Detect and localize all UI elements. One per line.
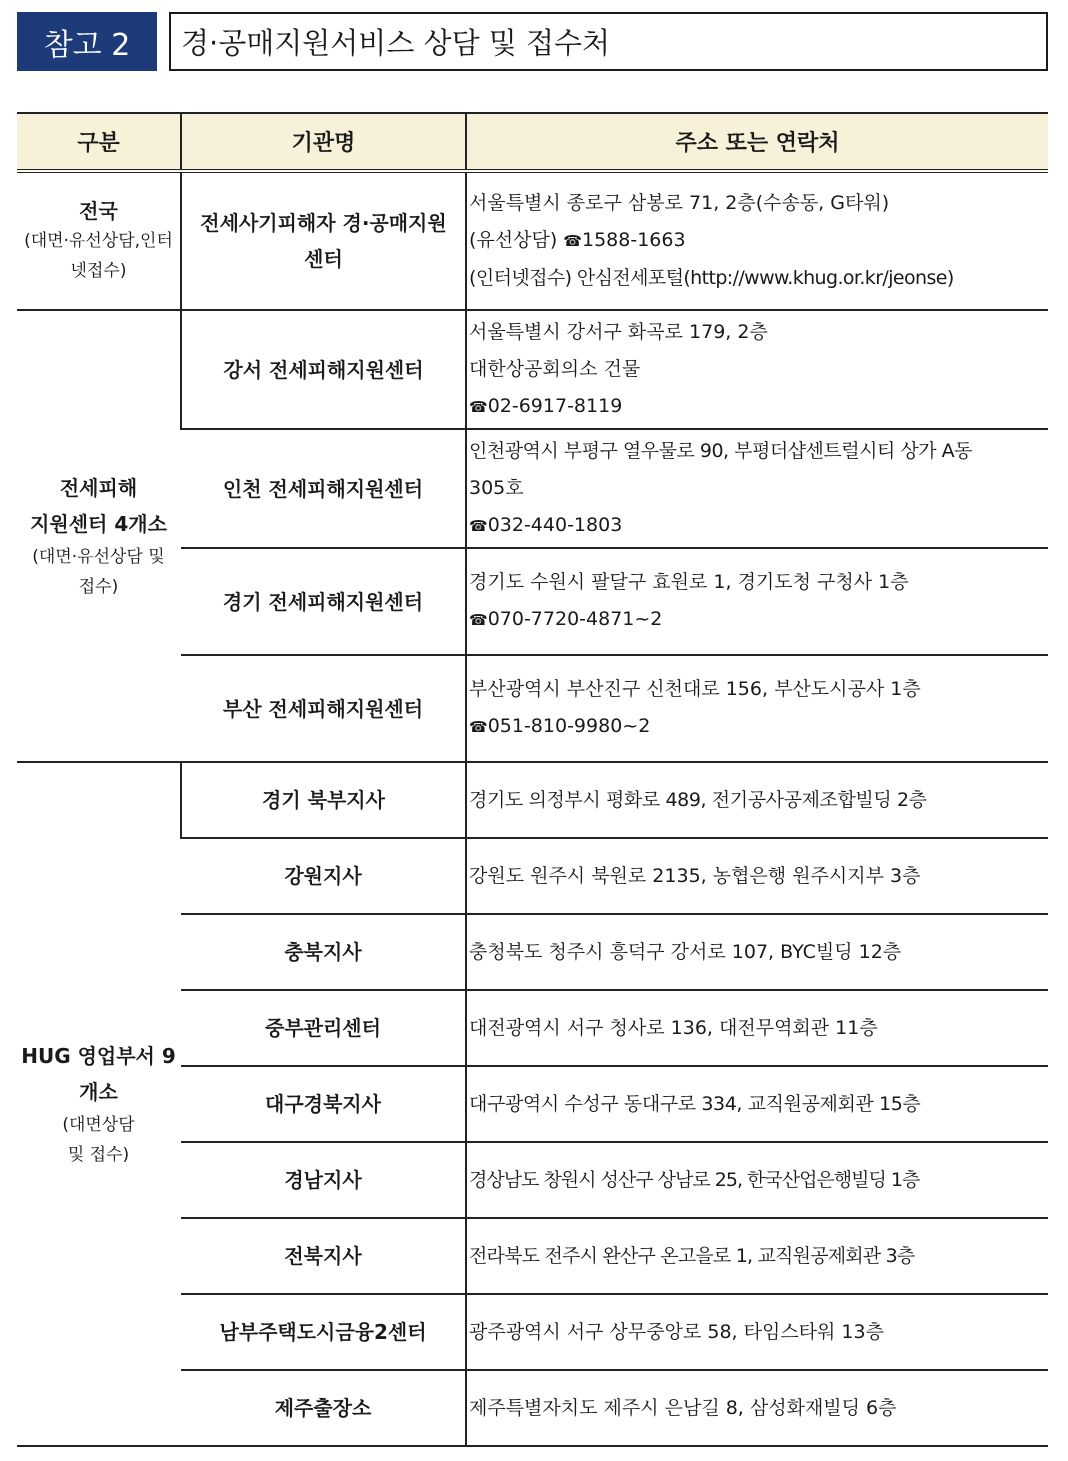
- category-label: 개소: [79, 1080, 118, 1104]
- address: 충청북도 청주시 흥덕구 강서로 107, BYC빌딩 12층: [466, 914, 1048, 990]
- phone-label: (유선상담): [469, 229, 558, 251]
- web-line[interactable]: (인터넷접수) 안심전세포털(http://www.khug.or.kr/jeonse): [469, 267, 954, 289]
- org-cell: 경기 전세피해지원센터: [181, 548, 466, 655]
- org-cell: 대구경북지사: [181, 1066, 466, 1142]
- contact-cell: [466, 548, 1048, 655]
- address: 대한상공회의소 건물: [469, 357, 641, 380]
- category-sub: 접수): [78, 577, 119, 597]
- org-name: 센터: [304, 247, 343, 271]
- org-cell: 중부관리센터: [181, 990, 466, 1066]
- category-sub: (대면상담: [62, 1115, 135, 1135]
- table-header-row: [17, 113, 1048, 171]
- phone-number[interactable]: 1588-1663: [581, 229, 686, 251]
- table-row: [17, 171, 1048, 310]
- org-name: 전세사기피해자 경·공매지원: [200, 211, 447, 235]
- table-row: [17, 310, 1048, 429]
- table-row: [17, 762, 1048, 838]
- category-label: 전세피해: [59, 476, 138, 500]
- org-cell: 강서 전세피해지원센터: [181, 310, 466, 429]
- phone-icon: ☎: [469, 718, 488, 736]
- org-cell: 전북지사: [181, 1218, 466, 1294]
- org-cell: 경남지사: [181, 1142, 466, 1218]
- org-cell: 제주출장소: [181, 1370, 466, 1446]
- phone-icon: ☎: [469, 397, 488, 416]
- phone-line: [469, 507, 1048, 545]
- address: 인천광역시 부평구 열우물로 90, 부평더샵센트럴시티 상가 A동: [469, 439, 972, 462]
- phone-line: [469, 601, 1048, 639]
- address: 305호: [469, 476, 524, 499]
- page-title-text: 경·공매지원서비스 상담 및 접수처: [181, 26, 611, 60]
- address: 경기도 수원시 팔달구 효원로 1, 경기도청 구청사 1층: [469, 571, 909, 593]
- phone-icon: ☎: [469, 611, 488, 629]
- org-cell: 인천 전세피해지원센터: [181, 429, 466, 548]
- address: 강원도 원주시 북원로 2135, 농협은행 원주시지부 3층: [466, 838, 1048, 914]
- address: 제주특별자치도 제주시 은남길 8, 삼성화재빌딩 6층: [466, 1370, 1048, 1446]
- phone-icon: ☎: [563, 232, 582, 250]
- phone-icon: ☎: [469, 516, 488, 535]
- phone-number[interactable]: 02-6917-8119: [487, 394, 623, 417]
- phone-line: [469, 388, 1048, 426]
- contact-cell: [466, 655, 1048, 762]
- address: 전라북도 전주시 완산구 온고을로 1, 교직원공제회관 3층: [466, 1218, 1048, 1294]
- category-label: 전국: [79, 199, 118, 223]
- category-cell-damage-centers: [17, 310, 181, 762]
- address: 경상남도 창원시 성산구 상남로 25, 한국산업은행빌딩 1층: [466, 1142, 1048, 1218]
- contact-cell: [466, 310, 1048, 429]
- reference-badge: 참고 2: [17, 12, 157, 71]
- column-header-contact: 주소 또는 연락처: [466, 113, 1048, 171]
- category-sub: (대면·유선상담,인터: [24, 231, 173, 251]
- column-header-category: 구분: [17, 113, 181, 171]
- phone-number[interactable]: 051-810-9980~2: [487, 715, 651, 737]
- category-sub: (대면·유선상담 및: [32, 547, 165, 567]
- address: 대전광역시 서구 청사로 136, 대전무역회관 11층: [466, 990, 1048, 1066]
- address: 경기도 의정부시 평화로 489, 전기공사공제조합빌딩 2층: [466, 762, 1048, 838]
- phone-number[interactable]: 070-7720-4871~2: [487, 608, 663, 630]
- address: 부산광역시 부산진구 신천대로 156, 부산도시공사 1층: [469, 678, 921, 700]
- org-cell: 충북지사: [181, 914, 466, 990]
- address: 서울특별시 종로구 삼봉로 71, 2층(수송동, G타워): [469, 192, 890, 214]
- address: 광주광역시 서구 상무중앙로 58, 타임스타워 13층: [466, 1294, 1048, 1370]
- phone-line: [469, 708, 1048, 746]
- category-cell-national: [17, 171, 181, 310]
- org-cell: 경기 북부지사: [181, 762, 466, 838]
- contact-cell: [466, 171, 1048, 310]
- contact-cell: [466, 429, 1048, 548]
- category-sub: 넷접수): [70, 261, 127, 281]
- category-cell-hug-offices: [17, 762, 181, 1446]
- column-header-org: 기관명: [181, 113, 466, 171]
- org-cell: 부산 전세피해지원센터: [181, 655, 466, 762]
- org-cell: 남부주택도시금융2센터: [181, 1294, 466, 1370]
- category-sub: 및 접수): [67, 1145, 130, 1165]
- category-label: 지원센터 4개소: [30, 512, 167, 536]
- phone-line: [469, 222, 1048, 260]
- category-label: HUG 영업부서 9: [21, 1044, 176, 1068]
- org-cell: 강원지사: [181, 838, 466, 914]
- address: 서울특별시 강서구 화곡로 179, 2층: [469, 320, 768, 343]
- contact-table: [17, 112, 1048, 1447]
- address: 대구광역시 수성구 동대구로 334, 교직원공제회관 15층: [466, 1066, 1048, 1142]
- page-title: [169, 12, 1048, 71]
- org-cell: [181, 171, 466, 310]
- phone-number[interactable]: 032-440-1803: [487, 513, 623, 536]
